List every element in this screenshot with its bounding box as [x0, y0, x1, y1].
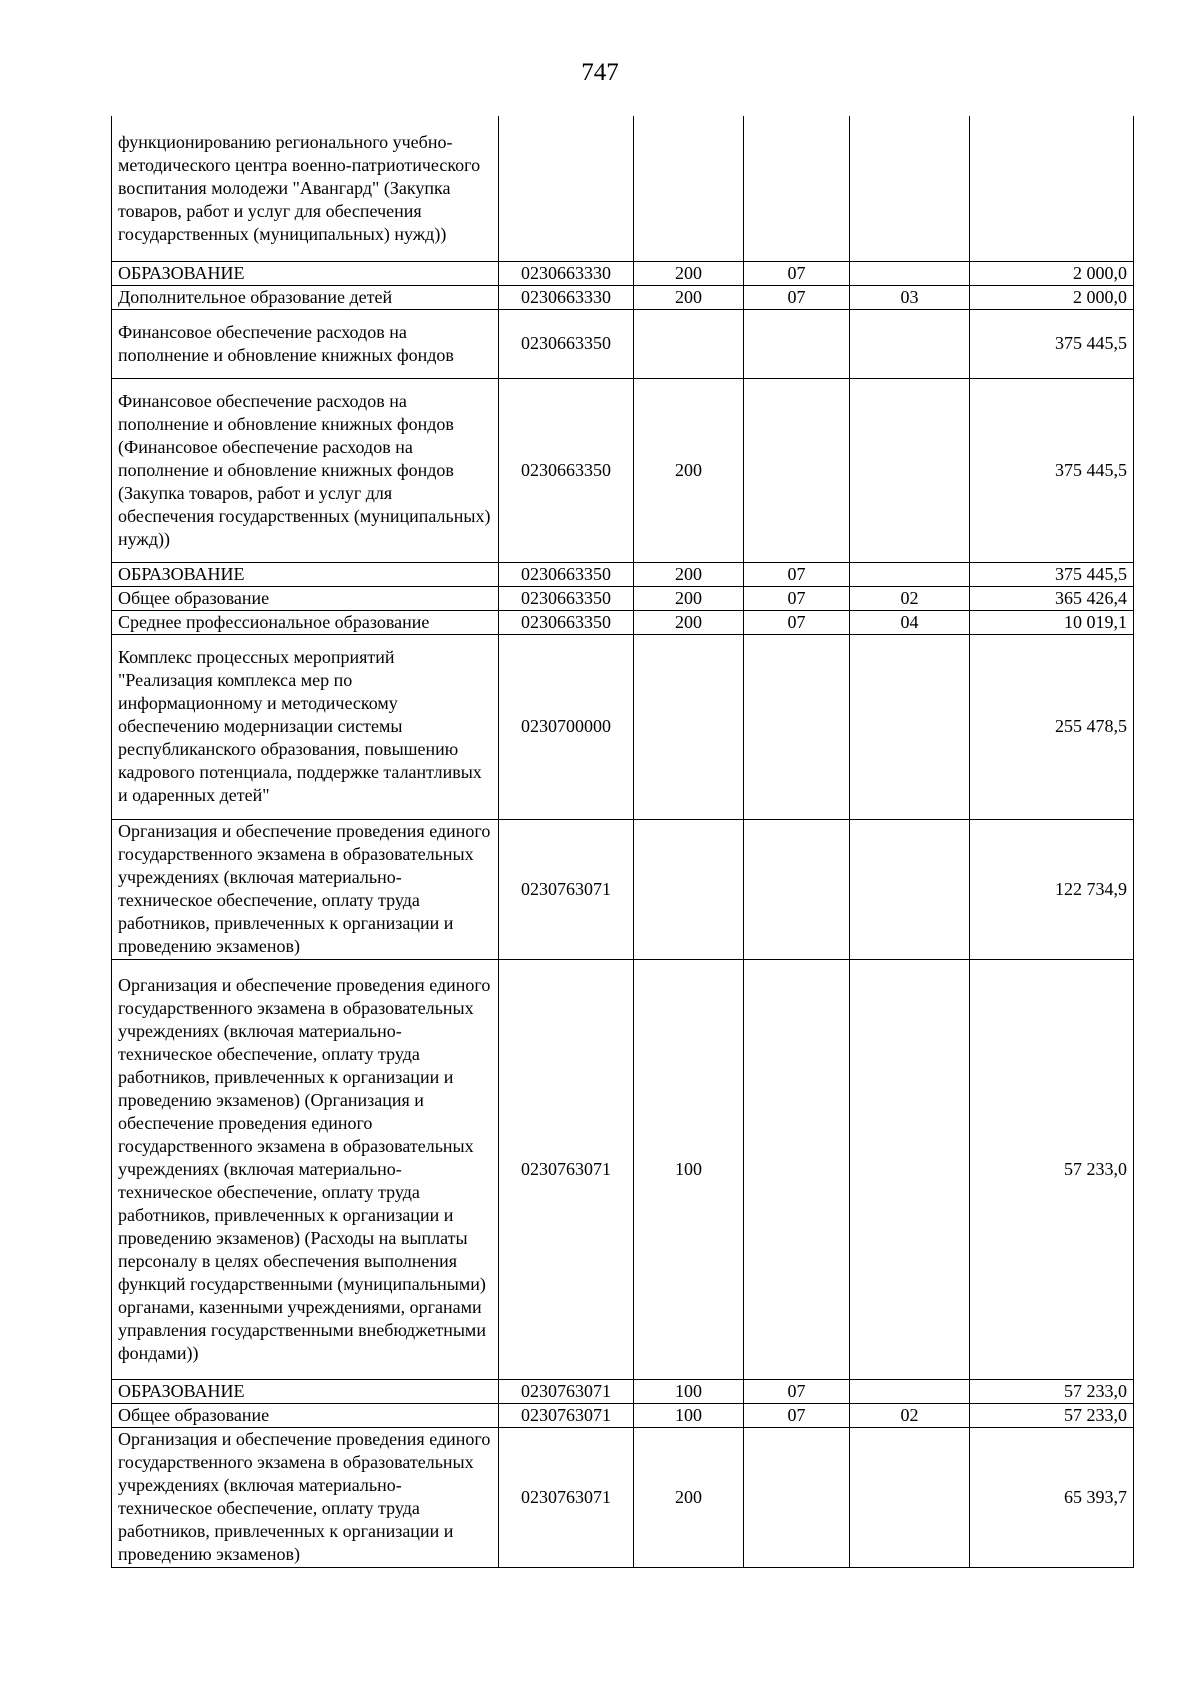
- amount-cell: 57 233,0: [970, 959, 1134, 1379]
- subsection-cell: [850, 261, 970, 285]
- table-row: [112, 1403, 1134, 1427]
- row-name-cell: ОБРАЗОВАНИЕ: [112, 261, 499, 285]
- amount-cell: 2 000,0: [970, 285, 1134, 309]
- subsection-cell: [850, 819, 970, 959]
- target-article-cell: 0230663350: [499, 562, 634, 586]
- amount-cell: 57 233,0: [970, 1403, 1134, 1427]
- expense-type-cell: 100: [634, 1403, 744, 1427]
- table-row: [112, 261, 1134, 285]
- target-article-cell: 0230663330: [499, 261, 634, 285]
- table-row: [112, 378, 1134, 562]
- expense-type-cell: 200: [634, 1427, 744, 1567]
- section-cell: [744, 634, 850, 819]
- target-article-cell: 0230763071: [499, 959, 634, 1379]
- page-number: 747: [581, 59, 619, 86]
- section-cell: 07: [744, 261, 850, 285]
- target-article-cell: 0230763071: [499, 1427, 634, 1567]
- row-name-cell: Организация и обеспечение проведения единого государственного экзамена в образовательных учреждениях (включая материально-техническое обеспечение, оплату труда работников, привлеченных к организации и проведению экзаменов): [112, 819, 499, 959]
- subsection-cell: [850, 634, 970, 819]
- expense-type-cell: 200: [634, 285, 744, 309]
- amount-cell: 365 426,4: [970, 586, 1134, 610]
- row-name-cell: Организация и обеспечение проведения единого государственного экзамена в образовательных учреждениях (включая материально-техническое обеспечение, оплату труда работников, привлеченных к организации и проведению экзаменов): [112, 1427, 499, 1567]
- subsection-cell: 02: [850, 586, 970, 610]
- amount-cell: 375 445,5: [970, 562, 1134, 586]
- table-row: [112, 285, 1134, 309]
- amount-cell: 375 445,5: [970, 378, 1134, 562]
- row-name-cell: Организация и обеспечение проведения единого государственного экзамена в образовательных учреждениях (включая материально-техническое обеспечение, оплату труда работников, привлеченных к организации и проведению экзаменов) (Организация и обеспечение проведения единого государственного экзамена в образовательных учреждениях (включая материально-техническое обеспечение, оплату труда работников, привлеченных к организации и проведению экзаменов) (Расходы на выплаты персоналу в целях обеспечения выполнения функций государственными (муниципальными) органами, казенными учреждениями, органами управления государственными внебюджетными фондами)): [112, 959, 499, 1379]
- subsection-cell: 04: [850, 610, 970, 634]
- row-name-cell: Дополнительное образование детей: [112, 285, 499, 309]
- section-cell: [744, 378, 850, 562]
- target-article-cell: [499, 116, 634, 261]
- section-cell: 07: [744, 586, 850, 610]
- row-name-cell: Комплекс процессных мероприятий "Реализация комплекса мер по информационному и методическому обеспечению модернизации системы республиканского образования, повышению кадрового потенциала, поддержке талантливых и одаренных детей": [112, 634, 499, 819]
- subsection-cell: [850, 1427, 970, 1567]
- subsection-cell: [850, 959, 970, 1379]
- amount-cell: [970, 116, 1134, 261]
- expense-type-cell: [634, 309, 744, 378]
- table-row: [112, 562, 1134, 586]
- section-cell: [744, 309, 850, 378]
- amount-cell: 122 734,9: [970, 819, 1134, 959]
- table-row: [112, 309, 1134, 378]
- target-article-cell: 0230763071: [499, 1379, 634, 1403]
- section-cell: 07: [744, 1403, 850, 1427]
- table-row: [112, 634, 1134, 819]
- row-name-cell: Финансовое обеспечение расходов на пополнение и обновление книжных фондов (Финансовое обеспечение расходов на пополнение и обновление книжных фондов (Закупка товаров, работ и услуг для обеспечения государственных (муниципальных) нужд)): [112, 378, 499, 562]
- target-article-cell: 0230763071: [499, 1403, 634, 1427]
- row-name-cell: ОБРАЗОВАНИЕ: [112, 562, 499, 586]
- subsection-cell: 03: [850, 285, 970, 309]
- target-article-cell: 0230763071: [499, 819, 634, 959]
- subsection-cell: [850, 1379, 970, 1403]
- amount-cell: 65 393,7: [970, 1427, 1134, 1567]
- expense-type-cell: 200: [634, 586, 744, 610]
- expense-type-cell: 100: [634, 1379, 744, 1403]
- expense-type-cell: 100: [634, 959, 744, 1379]
- budget-table-body: [112, 116, 1134, 1567]
- table-row: [112, 1379, 1134, 1403]
- amount-cell: 2 000,0: [970, 261, 1134, 285]
- budget-table: [111, 116, 1134, 1568]
- section-cell: 07: [744, 610, 850, 634]
- section-cell: 07: [744, 562, 850, 586]
- section-cell: [744, 959, 850, 1379]
- row-name-cell: Финансовое обеспечение расходов на пополнение и обновление книжных фондов: [112, 309, 499, 378]
- section-cell: 07: [744, 1379, 850, 1403]
- table-row: [112, 959, 1134, 1379]
- section-cell: [744, 116, 850, 261]
- expense-type-cell: [634, 819, 744, 959]
- target-article-cell: 0230663350: [499, 610, 634, 634]
- target-article-cell: 0230700000: [499, 634, 634, 819]
- subsection-cell: [850, 378, 970, 562]
- expense-type-cell: 200: [634, 378, 744, 562]
- target-article-cell: 0230663330: [499, 285, 634, 309]
- subsection-cell: [850, 116, 970, 261]
- row-name-cell: Среднее профессиональное образование: [112, 610, 499, 634]
- expense-type-cell: [634, 116, 744, 261]
- row-name-cell: Общее образование: [112, 1403, 499, 1427]
- target-article-cell: 0230663350: [499, 378, 634, 562]
- expense-type-cell: 200: [634, 610, 744, 634]
- row-name-cell: Общее образование: [112, 586, 499, 610]
- expense-type-cell: [634, 634, 744, 819]
- table-row: [112, 586, 1134, 610]
- amount-cell: 57 233,0: [970, 1379, 1134, 1403]
- subsection-cell: [850, 562, 970, 586]
- subsection-cell: 02: [850, 1403, 970, 1427]
- table-row: [112, 1427, 1134, 1567]
- section-cell: [744, 819, 850, 959]
- table-row: [112, 819, 1134, 959]
- table-row: [112, 610, 1134, 634]
- amount-cell: 375 445,5: [970, 309, 1134, 378]
- row-name-cell: функционированию регионального учебно-методического центра военно-патриотического воспитания молодежи "Авангард" (Закупка товаров, работ и услуг для обеспечения государственных (муниципальных) нужд)): [112, 116, 499, 261]
- section-cell: 07: [744, 285, 850, 309]
- expense-type-cell: 200: [634, 562, 744, 586]
- section-cell: [744, 1427, 850, 1567]
- target-article-cell: 0230663350: [499, 309, 634, 378]
- amount-cell: 10 019,1: [970, 610, 1134, 634]
- table-row: [112, 116, 1134, 261]
- amount-cell: 255 478,5: [970, 634, 1134, 819]
- row-name-cell: ОБРАЗОВАНИЕ: [112, 1379, 499, 1403]
- expense-type-cell: 200: [634, 261, 744, 285]
- subsection-cell: [850, 309, 970, 378]
- target-article-cell: 0230663350: [499, 586, 634, 610]
